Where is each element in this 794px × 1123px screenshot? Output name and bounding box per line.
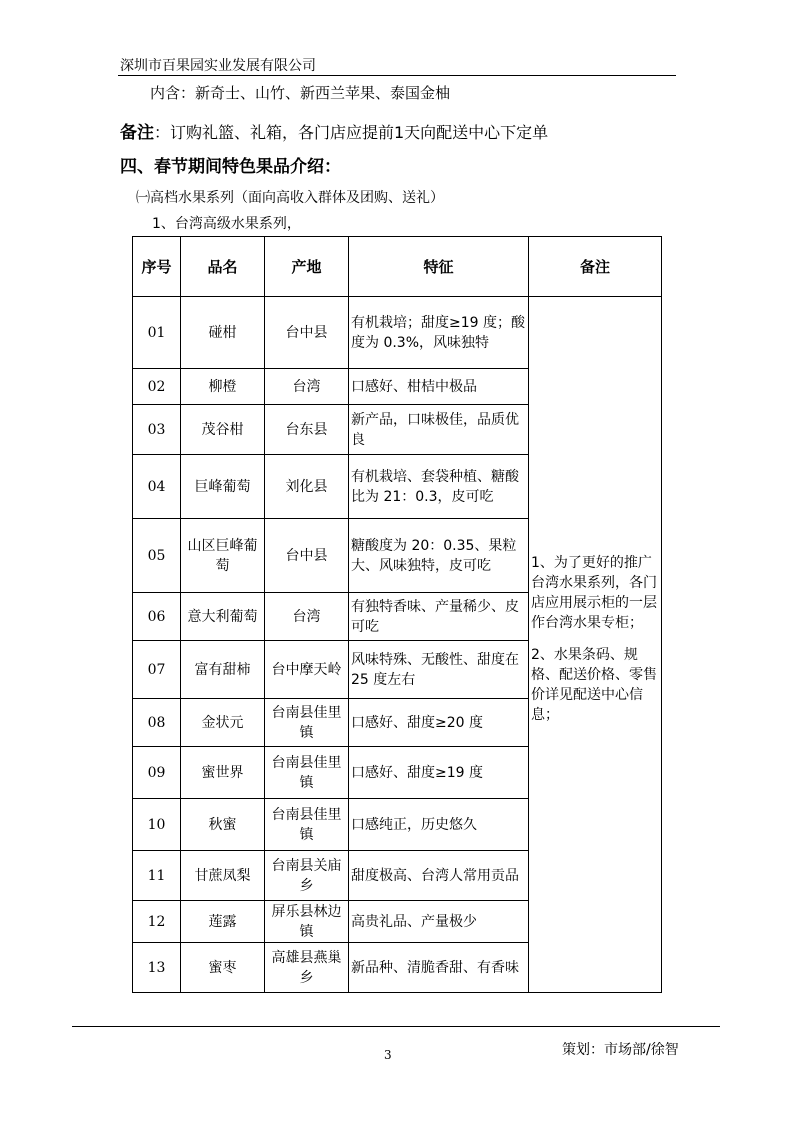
row-name: 蜜枣 xyxy=(181,943,265,993)
row-origin: 台湾 xyxy=(265,593,349,641)
header-name: 品名 xyxy=(181,237,265,297)
row-no: 07 xyxy=(133,641,181,699)
row-origin: 台中县 xyxy=(265,297,349,369)
header-origin: 产地 xyxy=(265,237,349,297)
row-origin: 台南县佳里镇 xyxy=(265,799,349,851)
row-name: 碰柑 xyxy=(181,297,265,369)
row-origin: 台湾 xyxy=(265,369,349,405)
row-feature: 新品种、清脆香甜、有香味 xyxy=(349,943,529,993)
row-name: 蜜世界 xyxy=(181,747,265,799)
table-header-row xyxy=(133,237,662,297)
row-no: 10 xyxy=(133,799,181,851)
section-title: 四、春节期间特色果品介绍： xyxy=(120,157,341,177)
row-origin: 台南县佳里镇 xyxy=(265,699,349,747)
row-no: 06 xyxy=(133,593,181,641)
header-divider xyxy=(118,75,676,76)
row-origin: 高雄县燕巢乡 xyxy=(265,943,349,993)
row-feature: 有机栽培；甜度≥19 度；酸度为 0.3%，风味独特 xyxy=(349,297,529,369)
order-note-label: 备注 xyxy=(120,123,154,143)
row-feature: 甜度极高、台湾人常用贡品 xyxy=(349,851,529,901)
row-no: 09 xyxy=(133,747,181,799)
row-no: 03 xyxy=(133,405,181,455)
row-origin: 台中摩天岭 xyxy=(265,641,349,699)
row-feature: 有独特香味、产量稀少、皮可吃 xyxy=(349,593,529,641)
row-name: 茂谷柑 xyxy=(181,405,265,455)
intro-line: 内含：新奇士、山竹、新西兰苹果、泰国金柚 xyxy=(150,84,451,102)
row-origin: 台中县 xyxy=(265,519,349,593)
row-no: 01 xyxy=(133,297,181,369)
remark-item-1: 1、为了更好的推广台湾水果系列，各门店应用展示柜的一层作台湾水果专柜； xyxy=(531,554,657,631)
row-name: 山区巨峰葡萄 xyxy=(181,519,265,593)
remark-cell xyxy=(529,297,662,993)
row-feature: 糖酸度为 20：0.35、果粒大、风味独特，皮可吃 xyxy=(349,519,529,593)
table-row xyxy=(133,297,662,369)
row-name: 意大利葡萄 xyxy=(181,593,265,641)
header-feature: 特征 xyxy=(349,237,529,297)
row-no: 11 xyxy=(133,851,181,901)
header-company-name: 深圳市百果园实业发展有限公司 xyxy=(120,58,316,74)
row-feature: 有机栽培、套袋种植、糖酸比为 21：0.3，皮可吃 xyxy=(349,455,529,519)
row-origin: 台南县佳里镇 xyxy=(265,747,349,799)
order-note-text: ：订购礼篮、礼箱，各门店应提前1天向配送中心下定单 xyxy=(154,123,549,142)
row-name: 巨峰葡萄 xyxy=(181,455,265,519)
sub-sub-section-title: 1、台湾高级水果系列， xyxy=(152,216,301,232)
row-origin: 屏乐县林边镇 xyxy=(265,901,349,943)
row-no: 13 xyxy=(133,943,181,993)
header-remark: 备注 xyxy=(529,237,662,297)
row-no: 12 xyxy=(133,901,181,943)
row-no: 02 xyxy=(133,369,181,405)
row-no: 05 xyxy=(133,519,181,593)
row-feature: 新产品，口味极佳，品质优良 xyxy=(349,405,529,455)
row-feature: 口感好、甜度≥20 度 xyxy=(349,699,529,747)
row-name: 金状元 xyxy=(181,699,265,747)
page-number: 3 xyxy=(384,1048,392,1062)
fruit-table xyxy=(132,236,662,993)
row-name: 柳橙 xyxy=(181,369,265,405)
row-feature: 口感纯正，历史悠久 xyxy=(349,799,529,851)
row-no: 04 xyxy=(133,455,181,519)
row-origin: 台东县 xyxy=(265,405,349,455)
row-name: 莲露 xyxy=(181,901,265,943)
row-feature: 口感好、甜度≥19 度 xyxy=(349,747,529,799)
sub-section-title: ㈠高档水果系列（面向高收入群体及团购、送礼） xyxy=(136,190,444,206)
row-feature: 口感好、柑桔中极品 xyxy=(349,369,529,405)
row-name: 秋蜜 xyxy=(181,799,265,851)
row-feature: 风味特殊、无酸性、甜度在 25 度左右 xyxy=(349,641,529,699)
remark-item-2: 2、水果条码、规格、配送价格、零售价详见配送中心信息； xyxy=(531,646,657,723)
planner-credit: 策划：市场部/徐智 xyxy=(562,1042,679,1058)
row-name: 甘蔗凤梨 xyxy=(181,851,265,901)
header-no: 序号 xyxy=(133,237,181,297)
row-no: 08 xyxy=(133,699,181,747)
order-note xyxy=(120,122,548,144)
footer-divider xyxy=(72,1026,720,1027)
row-feature: 高贵礼品、产量极少 xyxy=(349,901,529,943)
row-name: 富有甜柿 xyxy=(181,641,265,699)
row-origin: 台南县关庙乡 xyxy=(265,851,349,901)
row-origin: 刘化县 xyxy=(265,455,349,519)
